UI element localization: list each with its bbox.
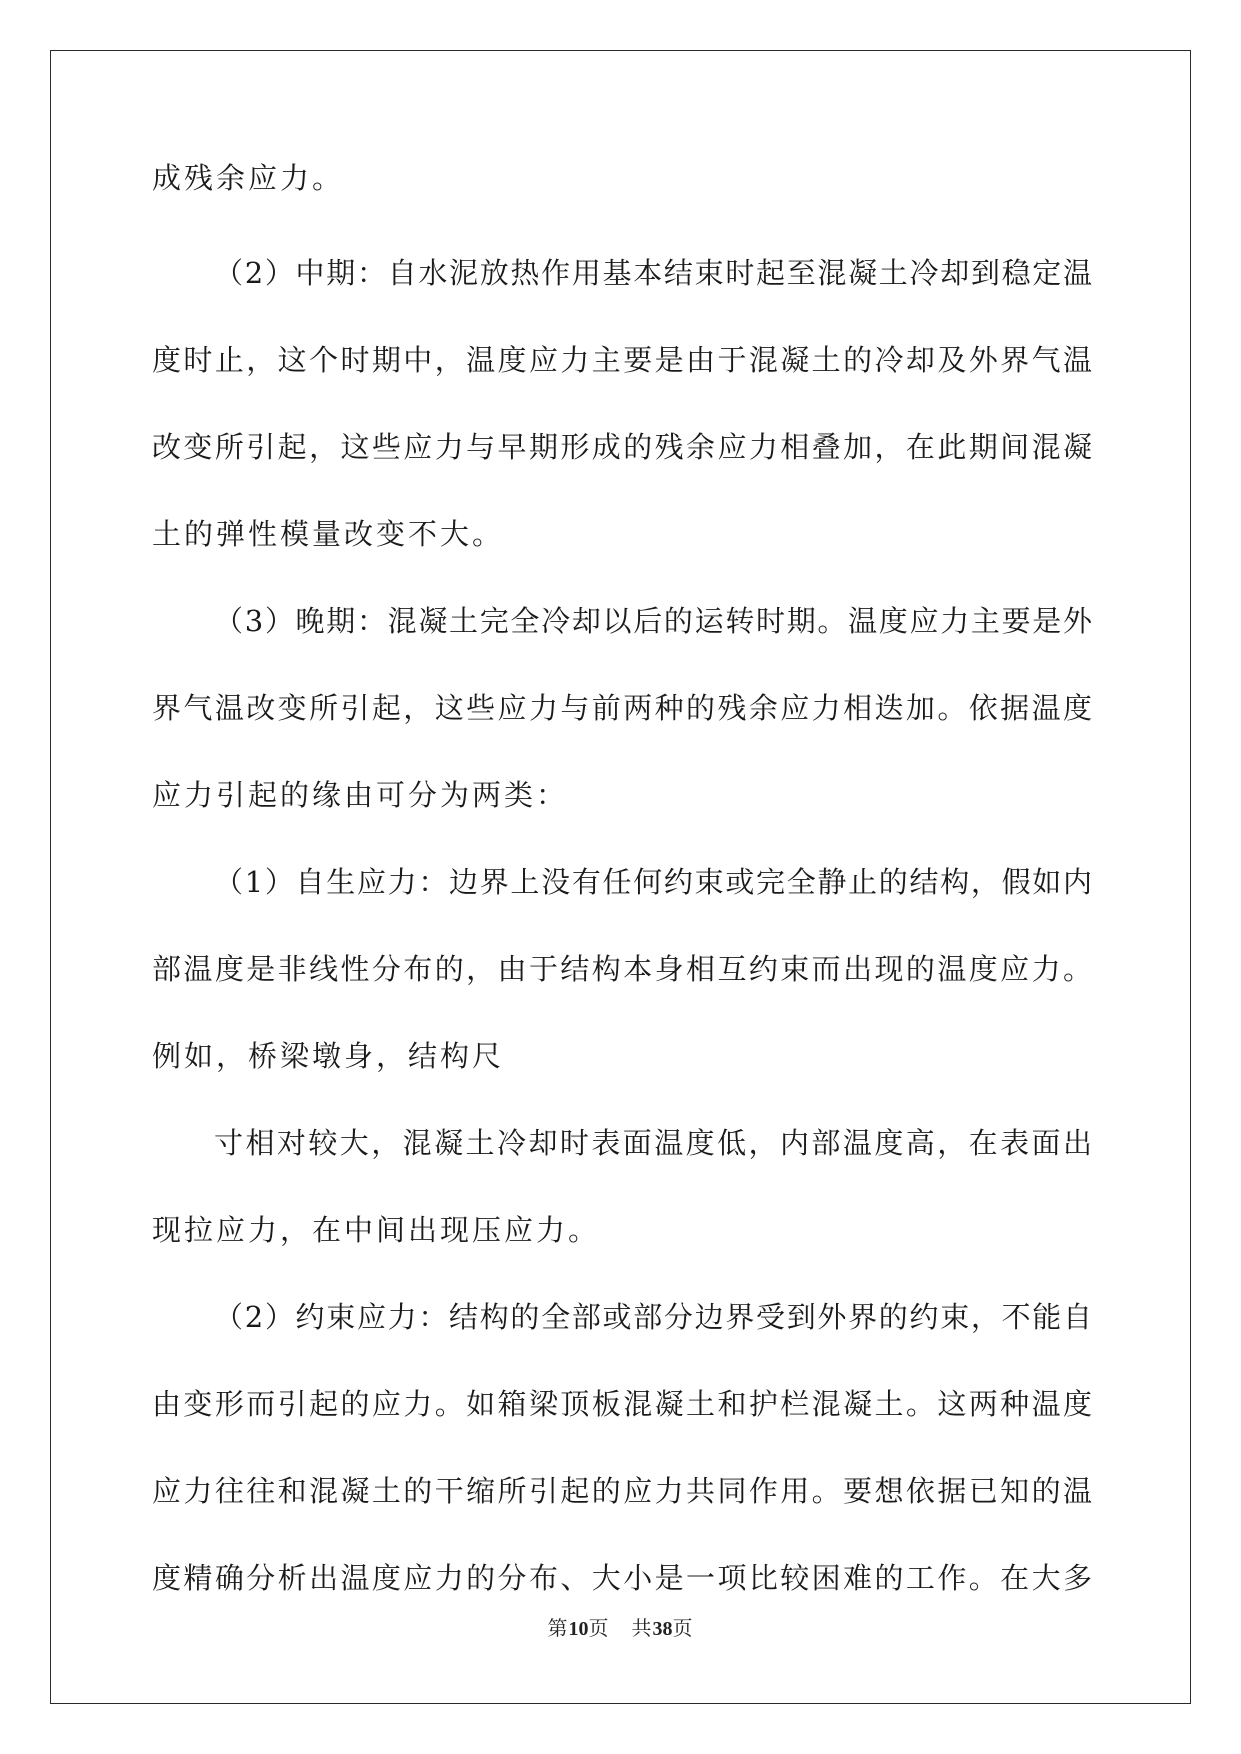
text-line: 度精确分析出温度应力的分布、大小是一项比较困难的工作。在大多	[152, 1561, 1092, 1595]
page-suffix: 页	[588, 1618, 610, 1640]
text-line: （2）约束应力：结构的全部或部分边界受到外界的约束，不能自	[214, 1300, 1092, 1334]
text-line: 应力往往和混凝土的干缩所引起的应力共同作用。要想依据已知的温	[152, 1474, 1092, 1508]
text-line: （2）中期：自水泥放热作用基本结束时起至混凝土冷却到稳定温	[214, 256, 1092, 290]
total-prefix: 共	[631, 1618, 653, 1640]
text-line: 由变形而引起的应力。如箱梁顶板混凝土和护栏混凝土。这两种温度	[152, 1387, 1092, 1421]
page-number: 10	[568, 1618, 589, 1640]
text-line: 界气温改变所引起，这些应力与前两种的残余应力相迭加。依据温度	[152, 691, 1092, 725]
page-footer	[0, 1617, 1241, 1641]
text-line: 例如，桥梁墩身，结构尺	[152, 1039, 505, 1073]
text-line: 成残余应力。	[152, 161, 345, 195]
text-line: （1）自生应力：边界上没有任何约束或完全静止的结构，假如内	[214, 865, 1092, 899]
text-line: 改变所引起，这些应力与早期形成的残余应力相叠加，在此期间混凝	[152, 430, 1092, 464]
text-line: 现拉应力，在中间出现压应力。	[152, 1213, 601, 1247]
page-prefix: 第	[547, 1618, 569, 1640]
text-line: （3）晚期：混凝土完全冷却以后的运转时期。温度应力主要是外	[214, 604, 1092, 638]
text-line: 寸相对较大，混凝土冷却时表面温度低，内部温度高，在表面出	[214, 1126, 1092, 1160]
text-line: 土的弹性模量改变不大。	[152, 517, 505, 551]
text-line: 度时止，这个时期中，温度应力主要是由于混凝土的冷却及外界气温	[152, 343, 1092, 377]
text-line: 应力引起的缘由可分为两类：	[152, 778, 569, 812]
text-line: 部温度是非线性分布的，由于结构本身相互约束而出现的温度应力。	[152, 952, 1092, 986]
total-pages: 38	[652, 1618, 673, 1640]
total-suffix: 页	[672, 1618, 694, 1640]
